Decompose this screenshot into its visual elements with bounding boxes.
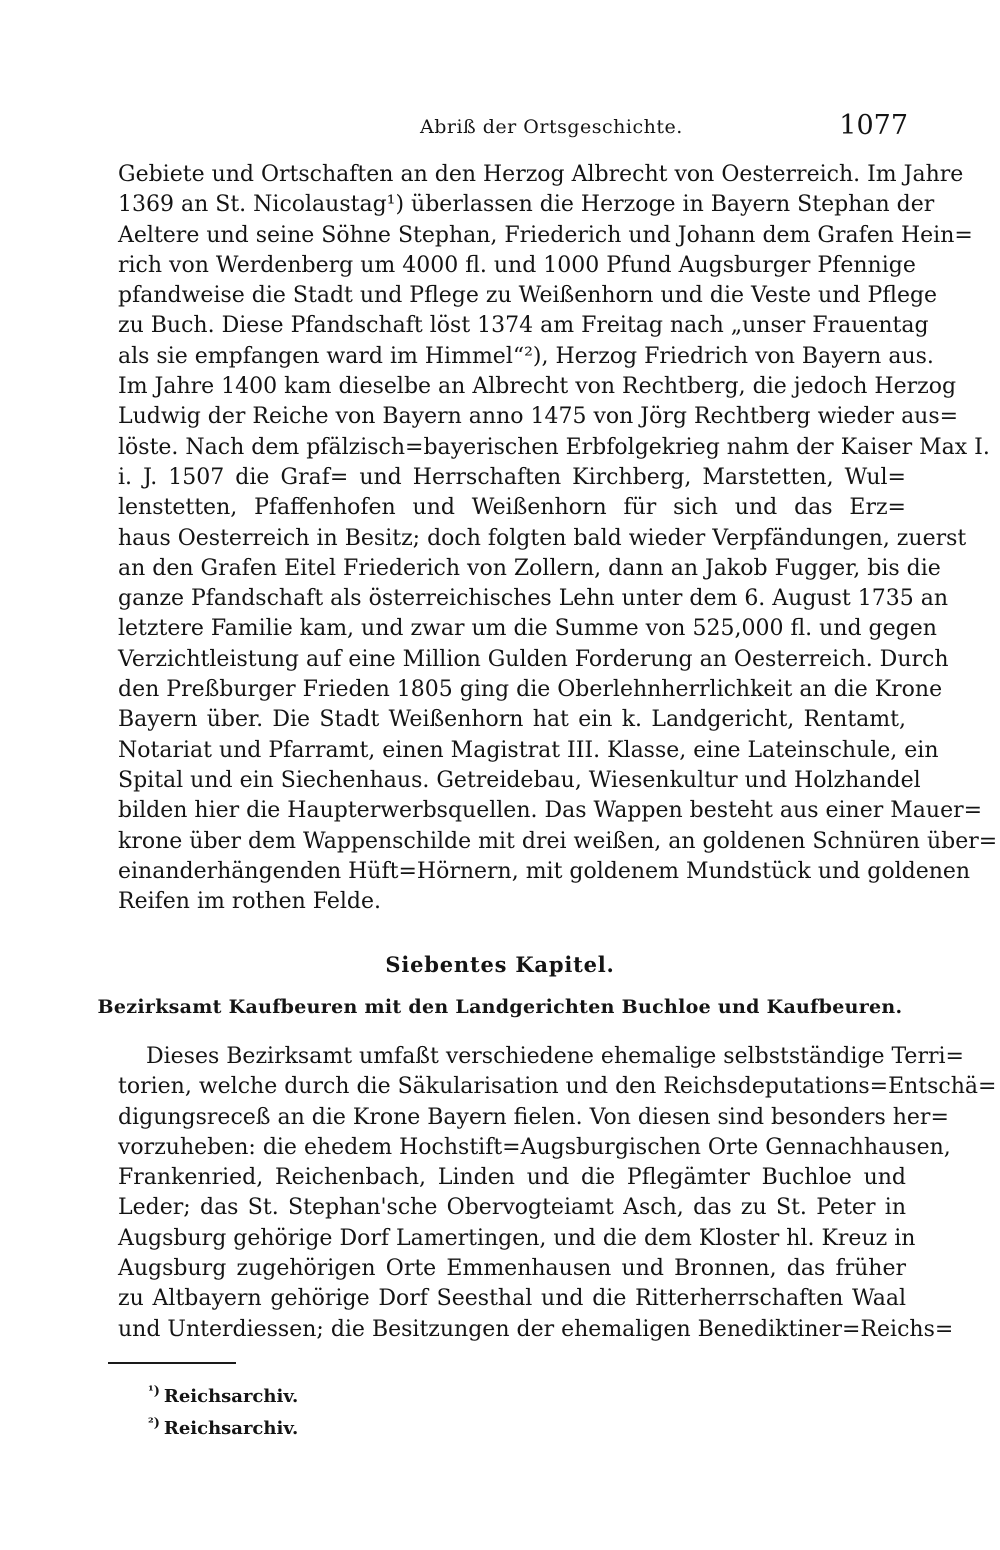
text-line: an den Grafen Eitel Friederich von Zollern, dann an Jakob Fugger, bis die	[118, 555, 941, 581]
text-line: löste. Nach dem pfälzisch=bayerischen Erbfolgekrieg nahm der Kaiser Max I.	[118, 434, 990, 460]
text-line: Reifen im rothen Felde.	[118, 889, 382, 915]
text-line: rich von Werdenberg um 4000 fl. und 1000 Pfund Augsburger Pfennige	[118, 252, 916, 278]
text-line: Frankenried, Reichenbach, Linden und die Pflegämter Buchloe und	[118, 1165, 906, 1191]
text-line: zu Altbayern gehörige Dorf Seesthal und die Ritterherrschaften Waal	[118, 1286, 906, 1312]
text-line: krone über dem Wappenschilde mit drei weißen, an goldenen Schnüren über=	[118, 828, 998, 854]
page-number: 1077	[839, 110, 908, 141]
text-line: ganze Pfandschaft als österreichisches Lehn unter dem 6. August 1735 an	[118, 586, 948, 612]
text-line: zu Buch. Diese Pfandschaft löst 1374 am Freitag nach „unser Frauentag	[118, 313, 929, 339]
text-line: letztere Familie kam, und zwar um die Summe von 525,000 fl. und gegen	[118, 616, 937, 642]
text-line: den Preßburger Frieden 1805 ging die Oberlehnherrlichkeit an die Krone	[118, 677, 943, 703]
text-line: einanderhängenden Hüft=Hörnern, mit goldenem Mundstück und goldenen	[118, 858, 971, 884]
footnote-divider	[108, 1362, 236, 1364]
chapter-title: Siebentes Kapitel.	[385, 952, 615, 977]
body-text-block	[118, 160, 998, 917]
text-line: Leder; das St. Stephan'sche Obervogteiamt Asch, das zu St. Peter in	[118, 1195, 906, 1221]
running-header	[0, 110, 1000, 150]
text-line: vorzuheben: die ehedem Hochstift=Augsburgischen Orte Gennachhausen,	[118, 1134, 951, 1160]
text-line: Spital und ein Siechenhaus. Getreidebau, Wiesenkultur und Holzhandel	[118, 767, 921, 793]
chapter-text-block	[118, 1042, 997, 1345]
text-line: Bayern über. Die Stadt Weißenhorn hat ein k. Landgericht, Rentamt,	[118, 707, 906, 733]
footnote-mark: ²)	[148, 1416, 160, 1431]
footnote-mark: ¹)	[148, 1384, 160, 1399]
text-line: Gebiete und Ortschaften an den Herzog Albrecht von Oesterreich. Im Jahre	[118, 162, 964, 187]
chapter-subtitle: Bezirksamt Kaufbeuren mit den Landgerichten Buchloe und Kaufbeuren.	[97, 996, 903, 1018]
text-line: 1369 an St. Nicolaustag¹) überlassen die Herzoge in Bayern Stephan der	[118, 192, 935, 218]
text-line: digungsreceß an die Krone Bayern fielen. Von diesen sind besonders her=	[118, 1104, 949, 1130]
text-line: Augsburg zugehörigen Orte Emmenhausen und Bronnen, das früher	[118, 1256, 906, 1282]
text-line: i. J. 1507 die Graf= und Herrschaften Kirchberg, Marstetten, Wul=	[118, 464, 906, 490]
text-line: haus Oesterreich in Besitz; doch folgten bald wieder Verpfändungen, zuerst	[118, 525, 967, 551]
text-line: und Unterdiessen; die Besitzungen der ehemaligen Benediktiner=Reichs=	[118, 1316, 954, 1342]
text-line: Ludwig der Reiche von Bayern anno 1475 von Jörg Rechtberg wieder aus=	[118, 404, 959, 430]
text-line: als sie empfangen ward im Himmel“²), Herzog Friedrich von Bayern aus.	[118, 343, 934, 369]
footnotes	[148, 1376, 548, 1440]
footnote-item	[148, 1376, 548, 1408]
text-line: Augsburg gehörige Dorf Lamertingen, und die dem Kloster hl. Kreuz in	[118, 1225, 916, 1251]
text-line: lenstetten, Pfaffenhofen und Weißenhorn für sich und das Erz=	[118, 495, 906, 521]
running-title: Abriß der Ortsgeschichte.	[420, 116, 683, 138]
footnote-text: Reichsarchiv.	[163, 1386, 299, 1407]
text-line: Aeltere und seine Söhne Stephan, Friederich und Johann dem Grafen Hein=	[118, 222, 973, 248]
text-line: Im Jahre 1400 kam dieselbe an Albrecht von Rechtberg, die jedoch Herzog	[118, 374, 957, 400]
text-line: Verzichtleistung auf eine Million Gulden Forderung an Oesterreich. Durch	[118, 646, 949, 672]
text-line: torien, welche durch die Säkularisation und den Reichsdeputations=Entschä=	[118, 1074, 997, 1100]
footnote-item	[148, 1408, 548, 1440]
text-line: pfandweise die Stadt und Pflege zu Weißenhorn und die Veste und Pflege	[118, 283, 938, 309]
text-line: Notariat und Pfarramt, einen Magistrat III. Klasse, eine Lateinschule, ein	[118, 737, 939, 763]
footnote-text: Reichsarchiv.	[163, 1418, 299, 1439]
text-line: bilden hier die Haupterwerbsquellen. Das Wappen besteht aus einer Mauer=	[118, 798, 983, 824]
text-line: Dieses Bezirksamt umfaßt verschiedene ehemalige selbstständige Terri=	[118, 1044, 964, 1069]
